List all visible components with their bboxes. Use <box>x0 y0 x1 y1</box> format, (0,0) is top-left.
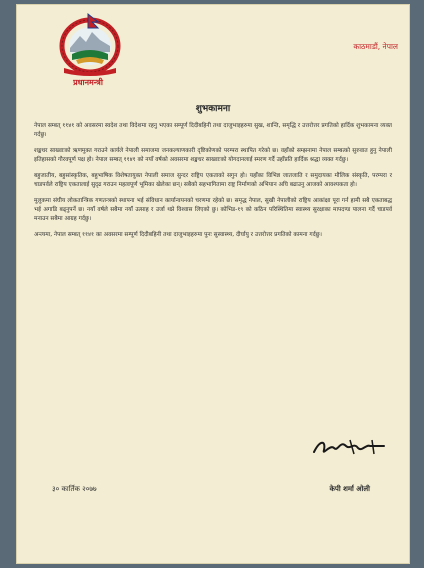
letter-body <box>34 122 392 247</box>
office-caption: प्रधानमन्त्री <box>73 78 103 87</box>
paragraph-2: शङ्खधर साख्वाःको ऋणमुक्त गराउने कार्यले नेपाली समाजमा जनकल्याणकारी दृष्टिकोणको परम्परा स्थापित गरेको छ। वहाँको सम्झनामा नेपाल सम्बत्को सुरुवात हुनु नेपाली इतिहासको गौरवपूर्ण पक्ष हो। नेपाल सम्बत् ११४१ को नयाँ वर्षको अवसरमा शङ्खधर साख्वाःको योगदानलाई स्मरण गर्दै उहाँप्रति हार्दिक श्रद्धा व्यक्त गर्दछु। <box>34 148 392 163</box>
letter-date: ३० कार्तिक २०७७ <box>52 485 97 493</box>
letter-paper <box>16 4 410 564</box>
handwritten-signature <box>310 434 390 460</box>
paragraph-3: बहुजातीय, बहुसांस्कृतिक, बहुभाषिक विशेषतायुक्त नेपाली समाज सुन्दर राष्ट्रिय एकताको सगुन हो। यहाँका विभिन्न जातजाति र समुदायका मौलिक संस्कृति, परम्परा र चाडपर्वले राष्ट्रिय एकतालाई सुदृढ गराउन महत्वपूर्ण भूमिका खेलेका छन्। सबैको सहभागितामा राष्ट्र निर्माणको अभियान अघि बढाउनु आजको आवश्यकता हो। <box>34 173 392 188</box>
letter-title: शुभकामना <box>195 104 231 114</box>
paragraph-5: अन्त्यमा, नेपाल सम्बत् ११४१ का अवसरमा सम्पूर्ण दिदीबहिनी तथा दाजुभाइहरुमा पुनः सुस्वास्थ्य, दीर्घायु र उत्तरोत्तर प्रगतिको कामना गर्दछु। <box>34 232 322 238</box>
paragraph-4: मुलुकमा संघीय लोकतान्त्रिक गणतन्त्रको स्थापना भई संविधान कार्यान्वयनको चरणमा रहेको छ। समृद्ध नेपाल, सुखी नेपालीको राष्ट्रिय आकांक्षा पूरा गर्न हामी सबै एकताबद्ध भई अगाडि बढ्नुपर्ने छ। नयाँ वर्षले सबैमा नयाँ उत्साह र उर्जा थप्ने विश्वास लिएको छु। कोभिड-१९ को कठिन परिस्थितिमा स्वास्थ्य सुरक्षाका मापदण्ड पालना गर्दै चाडपर्व मनाउन सबैमा आग्रह गर्दछु। <box>34 198 392 222</box>
nepal-emblem-icon <box>58 10 122 76</box>
signer-name: केपी शर्मा ओली <box>329 485 370 493</box>
location-caption: काठमाडौं, नेपाल <box>353 42 398 51</box>
paragraph-1: नेपाल सम्बत् ११४१ को अवसरमा स्वदेश तथा विदेशमा रहनु भएका सम्पूर्ण दिदीबहिनी तथा दाजुभाइहरुमा सुख, शान्ति, समृद्धि र उत्तरोत्तर प्रगतिको हार्दिक शुभकामना व्यक्त गर्दछु। <box>34 123 392 138</box>
